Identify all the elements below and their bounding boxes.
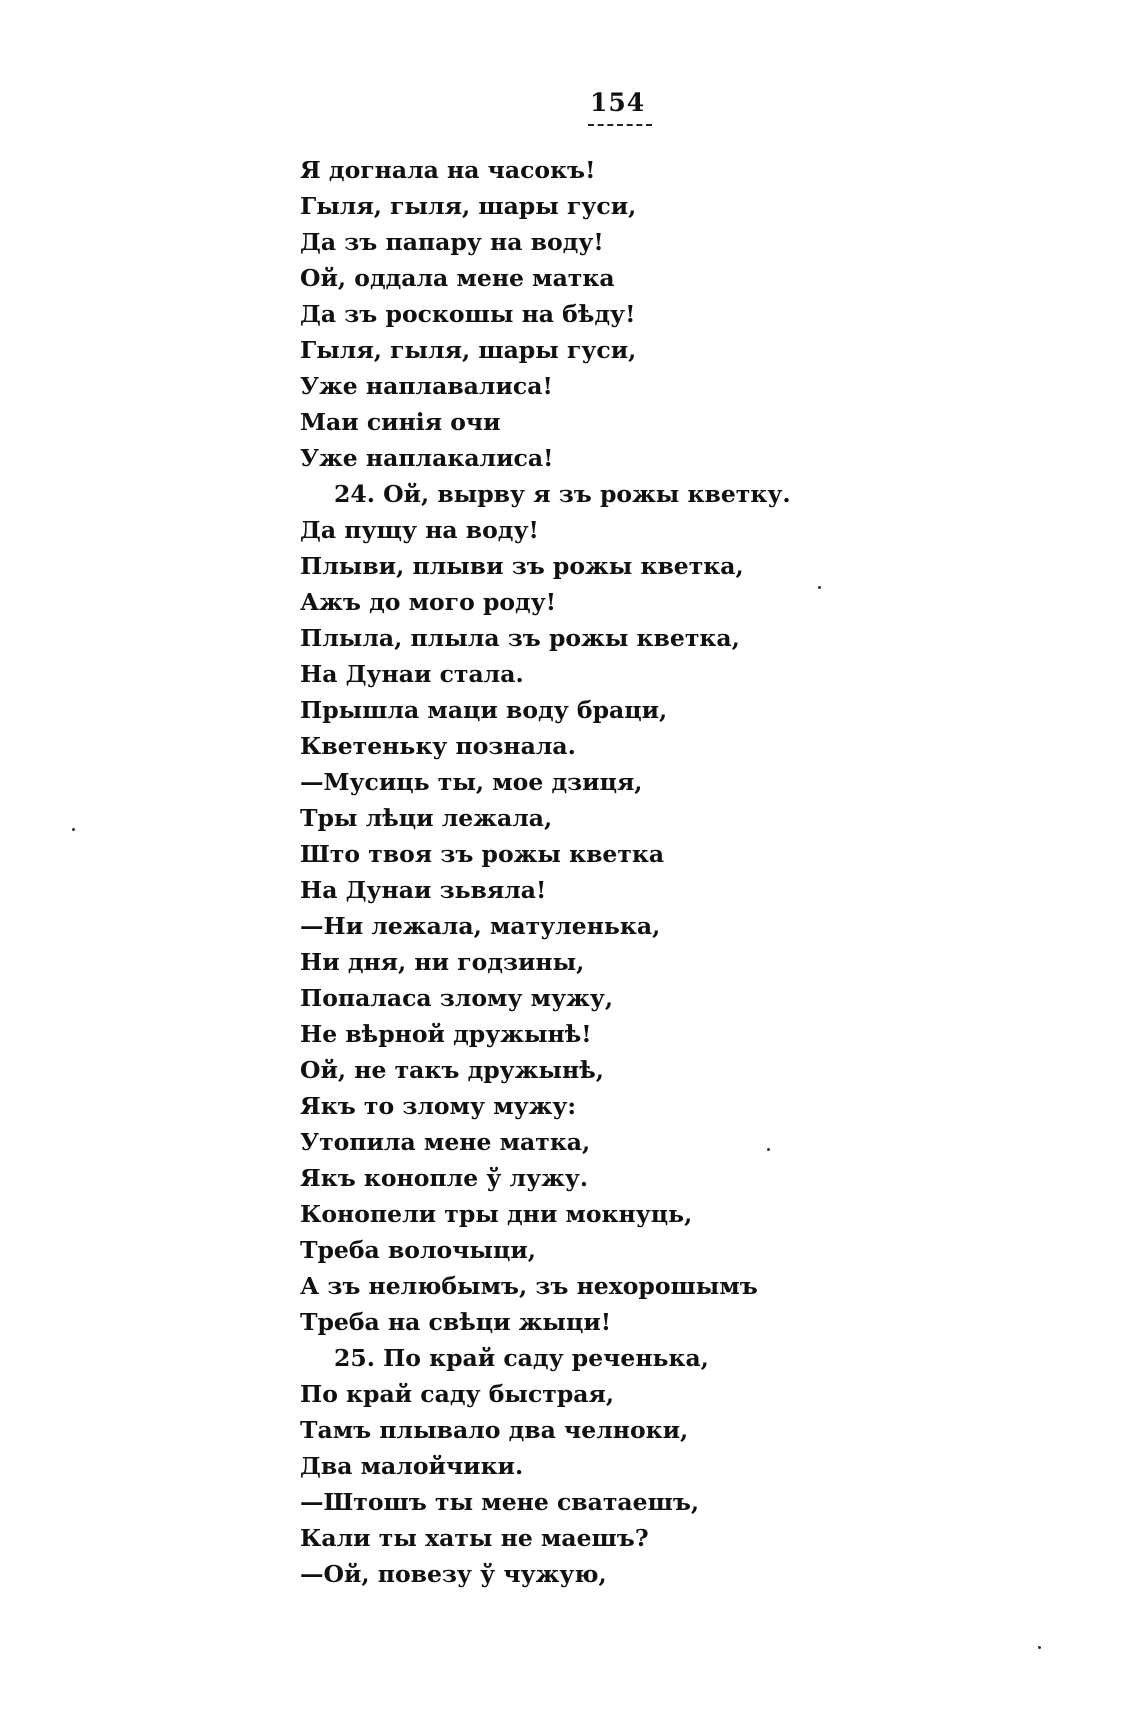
text-line: Я догнала на часокъ! <box>300 156 596 184</box>
text-line: Уже наплакалиса! <box>300 444 554 472</box>
text-line: Да пущу на воду! <box>300 516 539 544</box>
page-number: 154 <box>590 88 646 117</box>
text-line: Ни дня, ни годзины, <box>300 948 585 976</box>
text-line: Ой, не такъ дружынѣ, <box>300 1056 604 1084</box>
text-line: А зъ нелюбымъ, зъ нехорошымъ <box>300 1272 758 1300</box>
scan-speck <box>1038 1646 1041 1649</box>
text-line: На Дунаи стала. <box>300 660 524 688</box>
text-line: —Штошъ ты мене сватаешъ, <box>300 1488 700 1516</box>
text-line: Што твоя зъ рожы кветка <box>300 840 665 868</box>
text-line: Да зъ роскошы на бѣду! <box>300 300 636 328</box>
scan-speck <box>818 586 821 589</box>
song-start-line: 24. Ой, вырву я зъ рожы кветку. <box>334 480 791 508</box>
text-line: Треба волочыци, <box>300 1236 536 1264</box>
song-number: 24. <box>334 480 375 508</box>
text-line: Гыля, гыля, шары гуси, <box>300 192 637 220</box>
text-line: Якъ то злому мужу: <box>300 1092 577 1120</box>
text-line: Уже наплавалиса! <box>300 372 553 400</box>
text-line: Тамъ плывало два челноки, <box>300 1416 689 1444</box>
text-line: Якъ конопле ў лужу. <box>300 1164 589 1192</box>
song-start-line: 25. По край саду реченька, <box>334 1344 709 1372</box>
text-line: Гыля, гыля, шары гуси, <box>300 336 637 364</box>
text-line: Кветеньку познала. <box>300 732 576 760</box>
text-line: —Мусиць ты, мое дзиця, <box>300 768 643 796</box>
text-line: Два малойчики. <box>300 1452 524 1480</box>
text-line: Попаласа злому мужу, <box>300 984 614 1012</box>
text-line: —Ни лежала, матуленька, <box>300 912 661 940</box>
text-line: Не вѣрной дружынѣ! <box>300 1020 592 1048</box>
text-line: Треба на свѣци жыци! <box>300 1308 612 1336</box>
text-line: Кали ты хаты не маешъ? <box>300 1524 649 1552</box>
text-line: На Дунаи зьвяла! <box>300 876 547 904</box>
text-line: По край саду быстрая, <box>300 1380 615 1408</box>
text-line: Утопила мене матка, <box>300 1128 591 1156</box>
text-line: Плыла, плыла зъ рожы кветка, <box>300 624 740 652</box>
text-line: Тры лѣци лежала, <box>300 804 553 832</box>
text-line: Прышла маци воду браци, <box>300 696 668 724</box>
text-line: Ажъ до мого роду! <box>300 588 557 616</box>
text-line: Да зъ папару на воду! <box>300 228 604 256</box>
text-line: —Ой, повезу ў чужую, <box>300 1560 607 1588</box>
scan-speck <box>767 1148 770 1151</box>
poem-text <box>300 152 940 1592</box>
text-line: Плыви, плыви зъ рожы кветка, <box>300 552 744 580</box>
text-line: Конопели тры дни мокнуць, <box>300 1200 693 1228</box>
scan-speck <box>72 828 75 831</box>
song-number: 25. <box>334 1344 375 1372</box>
text-line: Ой, оддала мене матка <box>300 264 615 292</box>
page-number-rule <box>588 124 652 126</box>
text-line: Маи синія очи <box>300 408 501 436</box>
